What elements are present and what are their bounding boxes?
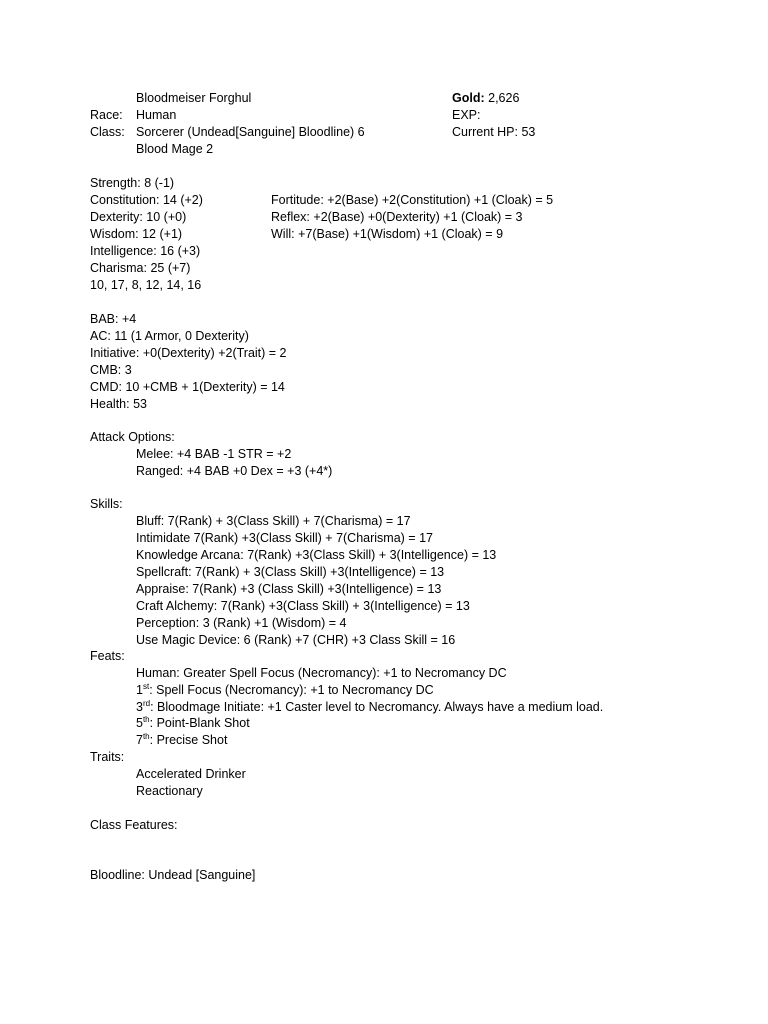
combat-bab xyxy=(90,311,136,328)
feat-level-1 xyxy=(136,682,434,699)
save-reflex xyxy=(271,209,523,226)
combat-health xyxy=(90,396,147,413)
health-label: Health: xyxy=(90,397,130,411)
feat-text: : Spell Focus (Necromancy): +1 to Necromancy DC xyxy=(149,683,434,697)
fortitude-label: Fortitude: xyxy=(271,193,324,207)
constitution-value: 14 (+2) xyxy=(162,193,203,207)
feat-text: : Bloodmage Initiate: +1 Caster level to Necromancy. Always have a medium load. xyxy=(150,700,604,714)
skill-item: Spellcraft: 7(Rank) + 3(Class Skill) +3(Intelligence) = 13 xyxy=(136,565,445,579)
ability-rolls: 10, 17, 8, 12, 14, 16 xyxy=(90,278,202,292)
feat-text: : Precise Shot xyxy=(149,733,228,747)
feat-level-number: 3 xyxy=(136,700,143,714)
feat-level-number: 7 xyxy=(136,733,143,747)
feat-level-number: 5 xyxy=(136,716,143,730)
fortitude-value: +2(Base) +2(Constitution) +1 (Cloak) = 5 xyxy=(327,193,554,207)
charisma-label: Charisma: xyxy=(90,261,147,275)
gold-value: 2,626 xyxy=(488,91,520,105)
feat-level-suffix: th xyxy=(142,715,150,724)
class-label: Class: xyxy=(90,125,125,139)
feat-level-number: 1 xyxy=(136,683,143,697)
will-label: Will: xyxy=(271,227,295,241)
save-will xyxy=(271,226,503,243)
feat-level-suffix: rd xyxy=(142,699,151,708)
feat-level-3 xyxy=(136,699,603,716)
initiative-value: +0(Dexterity) +2(Trait) = 2 xyxy=(142,346,287,360)
gold-row xyxy=(452,90,519,107)
intelligence-value: 16 (+3) xyxy=(160,244,201,258)
combat-cmb xyxy=(90,362,132,379)
hp-label: Current HP: xyxy=(452,125,518,139)
feat-level-suffix: th xyxy=(142,732,150,741)
ability-constitution xyxy=(90,192,203,209)
skills-heading: Skills: xyxy=(90,497,123,511)
feat-level-suffix: st xyxy=(142,682,150,691)
trait-item: Accelerated Drinker xyxy=(136,767,246,781)
class-value-secondary: Blood Mage 2 xyxy=(136,142,214,156)
health-value: 53 xyxy=(133,397,147,411)
skill-item: Intimidate 7(Rank) +3(Class Skill) + 7(Charisma) = 17 xyxy=(136,531,433,545)
skill-item: Appraise: 7(Rank) +3 (Class Skill) +3(Intelligence) = 13 xyxy=(136,582,442,596)
bab-value: +4 xyxy=(121,312,137,326)
hp-row xyxy=(452,124,535,141)
cmd-label: CMD: xyxy=(90,380,122,394)
constitution-label: Constitution: xyxy=(90,193,160,207)
strength-label: Strength: xyxy=(90,176,141,190)
attack-options-heading: Attack Options: xyxy=(90,430,175,444)
hp-value: 53 xyxy=(521,125,536,139)
dexterity-label: Dexterity: xyxy=(90,210,143,224)
skill-item: Knowledge Arcana: 7(Rank) +3(Class Skill) + 3(Intelligence) = 13 xyxy=(136,548,497,562)
cmb-label: CMB: xyxy=(90,363,122,377)
save-fortitude xyxy=(271,192,553,209)
ability-dexterity xyxy=(90,209,186,226)
attack-ranged: Ranged: +4 BAB +0 Dex = +3 (+4*) xyxy=(136,464,333,478)
intelligence-label: Intelligence: xyxy=(90,244,157,258)
feat-text: : Point-Blank Shot xyxy=(149,716,250,730)
skill-item: Craft Alchemy: 7(Rank) +3(Class Skill) + 3(Intelligence) = 13 xyxy=(136,599,470,613)
dexterity-value: 10 (+0) xyxy=(146,210,187,224)
feats-heading: Feats: xyxy=(90,649,125,663)
wisdom-label: Wisdom: xyxy=(90,227,139,241)
strength-value: 8 (-1) xyxy=(144,176,175,190)
ability-strength xyxy=(90,175,174,192)
ac-value: 11 (1 Armor, 0 Dexterity) xyxy=(114,329,249,343)
class-value-primary: Sorcerer (Undead[Sanguine] Bloodline) 6 xyxy=(136,125,365,139)
combat-ac xyxy=(90,328,249,345)
cmb-value: 3 xyxy=(124,363,132,377)
combat-cmd xyxy=(90,379,285,396)
ability-wisdom xyxy=(90,226,182,243)
ability-intelligence xyxy=(90,243,200,260)
reflex-value: +2(Base) +0(Dexterity) +1 (Cloak) = 3 xyxy=(313,210,523,224)
wisdom-value: 12 (+1) xyxy=(142,227,183,241)
race-label: Race: xyxy=(90,108,123,122)
bab-label: BAB: xyxy=(90,312,119,326)
feat-level-7 xyxy=(136,732,227,749)
charisma-value: 25 (+7) xyxy=(150,261,191,275)
exp-label: EXP: xyxy=(452,108,481,122)
trait-item: Reactionary xyxy=(136,784,203,798)
gold-label: Gold: xyxy=(452,91,485,105)
feat-human: Human: Greater Spell Focus (Necromancy): +1 to Necromancy DC xyxy=(136,666,507,680)
combat-initiative xyxy=(90,345,287,362)
class-features-heading: Class Features: xyxy=(90,818,178,832)
skill-item: Use Magic Device: 6 (Rank) +7 (CHR) +3 Class Skill = 16 xyxy=(136,633,456,647)
cmd-value: 10 +CMB + 1(Dexterity) = 14 xyxy=(125,380,285,394)
skill-item: Bluff: 7(Rank) + 3(Class Skill) + 7(Charisma) = 17 xyxy=(136,514,411,528)
bloodline-heading: Bloodline: Undead [Sanguine] xyxy=(90,868,256,882)
initiative-label: Initiative: xyxy=(90,346,140,360)
feat-level-5 xyxy=(136,715,250,732)
ability-charisma xyxy=(90,260,190,277)
attack-melee: Melee: +4 BAB -1 STR = +2 xyxy=(136,447,292,461)
skill-item: Perception: 3 (Rank) +1 (Wisdom) = 4 xyxy=(136,616,347,630)
reflex-label: Reflex: xyxy=(271,210,310,224)
ac-label: AC: xyxy=(90,329,111,343)
traits-heading: Traits: xyxy=(90,750,125,764)
character-name: Bloodmeiser Forghul xyxy=(136,91,252,105)
race-value: Human xyxy=(136,108,177,122)
will-value: +7(Base) +1(Wisdom) +1 (Cloak) = 9 xyxy=(298,227,504,241)
